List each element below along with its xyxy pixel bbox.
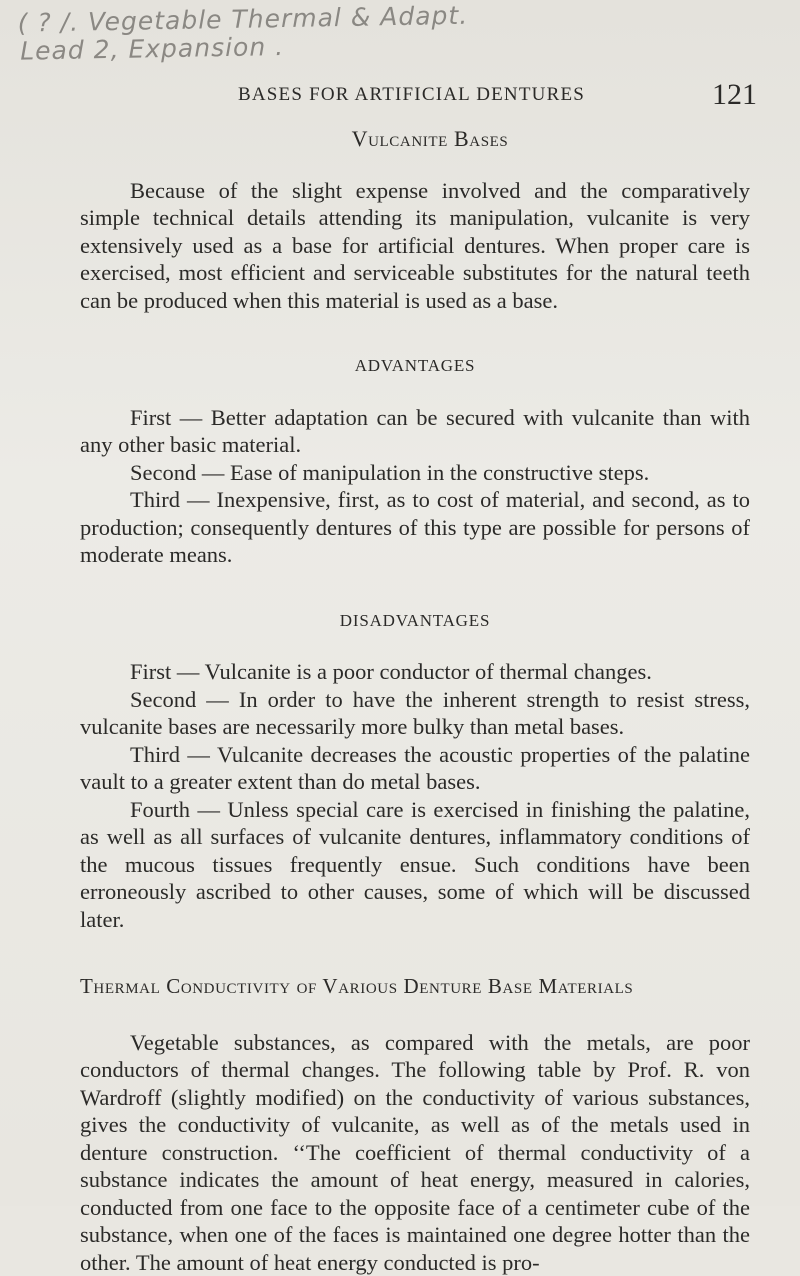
thermal-paragraph: Vegetable substances, as compared with the metals, are poor conductors of thermal changes. The following table by Prof. R. von Wardroff (slightly modified) on the conductivity of various substances, gives the conductivity of vulcanite, as well as of the metals used in denture construction. ‘‘The coefficient of thermal conductivity of a substance indicates the amount of heat energy, measured in calories, conducted from one face to the opposite face of a centimeter cube of the substance, when one of the faces is maintained one degree hotter than the other. The amount of heat energy conducted is pro- bbox=[80, 1029, 750, 1276]
disadvantage-item: Fourth — Unless special care is exercised in finishing the palatine, as well as all surfaces of vulcanite dentures, inflammatory conditions of the mucous tissues frequently ensue. Such conditions have been erroneously ascribed to other causes, some of which will be discussed later. bbox=[80, 796, 750, 934]
vulcanite-bases-heading: Vulcanite Bases bbox=[80, 125, 750, 153]
disadvantage-item: First — Vulcanite is a poor conductor of thermal changes. bbox=[80, 658, 750, 686]
vulcanite-paragraph: Because of the slight expense involved and the comparatively simple technical details attending its manipulation, vulcanite is very extensively used as a base for artificial dentures. When proper care is exercised, most efficient and serviceable substitutes for the natural teeth can be produced when this material is used as a base. bbox=[80, 177, 750, 315]
advantage-item: Second — Ease of manipulation in the constructive steps. bbox=[80, 459, 750, 487]
advantage-item: Third — Inexpensive, first, as to cost of material, and second, as to production; consequently dentures of this type are possible for persons of moderate means. bbox=[80, 486, 750, 569]
running-title: BASES FOR ARTIFICIAL DENTURES bbox=[238, 84, 585, 106]
body-text bbox=[80, 125, 750, 1276]
disadvantage-item: Third — Vulcanite decreases the acoustic properties of the palatine vault to a greater extent than do metal bases. bbox=[80, 741, 750, 796]
handwritten-note bbox=[7, 0, 788, 77]
thermal-conductivity-heading: Thermal Conductivity of Various Denture Base Materials bbox=[80, 973, 750, 1001]
disadvantages-heading: DISADVANTAGES bbox=[80, 607, 750, 635]
handwritten-note-line-1: ( ? /. Vegetable Thermal & Adapt. bbox=[17, 1, 468, 38]
disadvantage-item: Second — In order to have the inherent strength to resist stress, vulcanite bases are necessarily more bulky than metal bases. bbox=[80, 686, 750, 741]
running-head bbox=[0, 78, 800, 114]
advantage-item: First — Better adaptation can be secured with vulcanite than with any other basic material. bbox=[80, 404, 750, 459]
handwritten-note-line-2: Lead 2, Expansion . bbox=[20, 32, 284, 66]
page-number: 121 bbox=[712, 78, 757, 112]
advantages-heading: ADVANTAGES bbox=[80, 352, 750, 380]
